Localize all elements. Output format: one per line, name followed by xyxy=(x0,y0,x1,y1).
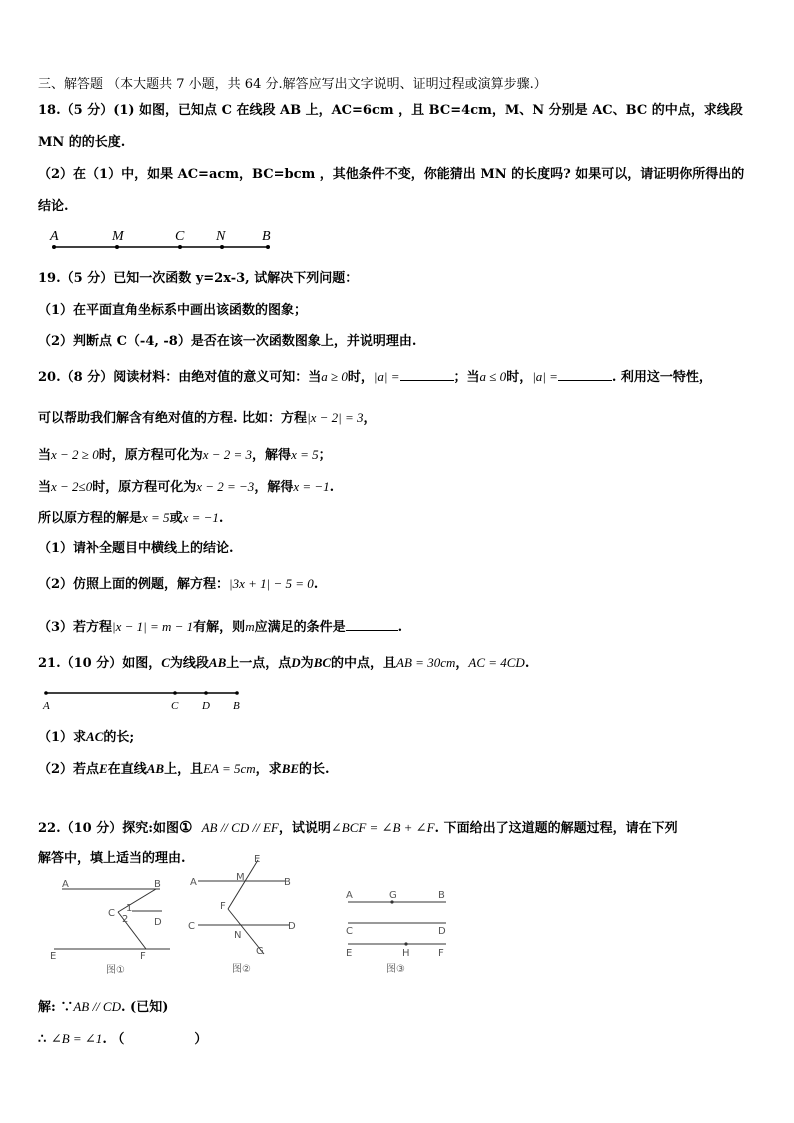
q19-line2: （1）在平面直角坐标系中画出该函数的图象； xyxy=(38,303,308,318)
label-c: C xyxy=(346,926,353,937)
q22-figure-2 xyxy=(186,852,306,978)
label-b: B xyxy=(262,229,271,244)
q20-line1: 20.（8 分）阅读材料：由绝对值的意义可知：当a ≥ 0时，|a| = ；当a ≤ 0时，|a| = . 利用这一特性， xyxy=(38,369,712,385)
angle-1: 1 xyxy=(126,903,133,914)
label-f: F xyxy=(438,948,444,959)
label-g: G xyxy=(256,946,264,957)
q22-solution-line1: 解: ∵AB // CD. (已知) xyxy=(38,999,169,1015)
q18-segment-figure xyxy=(40,226,290,252)
label-b: B xyxy=(438,890,445,901)
label-b: B xyxy=(284,877,291,888)
answer-blank-3[interactable] xyxy=(346,618,398,631)
label-c: C xyxy=(171,700,179,712)
reason-blank[interactable] xyxy=(124,1031,194,1043)
q20-line4: 当x − 2≤0时，原方程可化为x − 2 = −3，解得x = −1. xyxy=(38,479,335,495)
figure-caption: 图② xyxy=(232,964,251,975)
q21-segment-figure xyxy=(40,686,250,714)
label-d: D xyxy=(288,921,296,932)
label-d: D xyxy=(438,926,446,937)
label-a: A xyxy=(43,700,50,712)
label-e: E xyxy=(346,948,353,959)
label-a: A xyxy=(346,890,353,901)
label-a: A xyxy=(190,877,197,888)
q19-line3: （2）判断点 C（-4, -8）是否在该一次函数图象上，并说明理由. xyxy=(38,334,417,349)
q20-sub3: （3）若方程|x − 1| = m − 1有解，则m应满足的条件是 . xyxy=(38,619,403,635)
label-e: E xyxy=(254,854,261,865)
q18-line4: 结论. xyxy=(38,199,69,214)
q20-sub2: （2）仿照上面的例题，解方程：|3x + 1| − 5 = 0. xyxy=(38,576,319,592)
q22-line2: 解答中，填上适当的理由. xyxy=(38,851,186,866)
q20-sub1: （1）请补全题目中横线上的结论. xyxy=(38,541,234,556)
q20-line2: 可以帮助我们解含有绝对值的方程. 比如：方程|x − 2| = 3， xyxy=(38,410,377,426)
label-e: E xyxy=(50,951,57,962)
section-heading: 三、解答题 （本大题共 7 小题，共 64 分.解答应写出文字说明、证明过程或演算步骤.） xyxy=(38,77,547,92)
q20-line3: 当x − 2 ≥ 0时，原方程可化为x − 2 = 3，解得x = 5； xyxy=(38,447,332,463)
figure-caption: 图③ xyxy=(386,964,405,975)
label-h: H xyxy=(402,948,410,959)
label-f: F xyxy=(220,901,226,912)
label-f: F xyxy=(140,951,146,962)
q21-line1: 21.（10 分）如图，C为线段AB上一点，点D为BC的中点，且AB = 30cm，AC = 4CD. xyxy=(38,655,530,671)
label-b: B xyxy=(154,879,161,890)
angle-2: 2 xyxy=(122,914,129,925)
label-n: N xyxy=(216,229,226,244)
q21-sub2: （2）若点E在直线AB上，且EA = 5cm，求BE的长. xyxy=(38,761,330,777)
q18-line1: 18.（5 分）(1) 如图，已知点 C 在线段 AB 上，AC=6cm ，且 BC=4cm，M、N 分别是 AC、BC 的中点，求线段 xyxy=(38,103,743,118)
label-c: C xyxy=(108,908,115,919)
figure-caption: 图① xyxy=(106,965,125,976)
label-d: D xyxy=(154,917,162,928)
label-g: G xyxy=(389,890,397,901)
q22-solution-line2: ∴ ∠B = ∠1. （ ） xyxy=(38,1031,208,1047)
label-m: M xyxy=(112,229,124,244)
answer-blank-2[interactable] xyxy=(558,368,612,381)
label-a: A xyxy=(62,879,69,890)
label-c: C xyxy=(175,229,185,244)
label-a: A xyxy=(50,229,59,244)
label-c: C xyxy=(188,921,195,932)
q21-sub1: （1）求AC的长; xyxy=(38,729,135,745)
q20-line5: 所以原方程的解是x = 5或x = −1. xyxy=(38,510,224,526)
answer-blank-1[interactable] xyxy=(400,368,454,381)
q18-line2: MN 的的长度. xyxy=(38,135,126,150)
q22-figure-3 xyxy=(340,880,466,980)
q22-figure-1 xyxy=(44,876,184,980)
label-n: N xyxy=(234,930,242,941)
label-b: B xyxy=(233,700,240,712)
q18-line3: （2）在（1）中，如果 AC=acm，BC=bcm ，其他条件不变，你能猜出 MN 的长度吗? 如果可以，请证明你所得出的 xyxy=(38,167,745,182)
label-m: M xyxy=(236,872,245,883)
label-d: D xyxy=(202,700,210,712)
q19-line1: 19.（5 分）已知一次函数 y=2x-3, 试解决下列问题： xyxy=(38,271,359,286)
q22-line1: 22.（10 分）探究:如图① AB // CD // EF，试说明∠BCF = ∠B + ∠F. 下面给出了这道题的解题过程，请在下列 xyxy=(38,818,678,836)
